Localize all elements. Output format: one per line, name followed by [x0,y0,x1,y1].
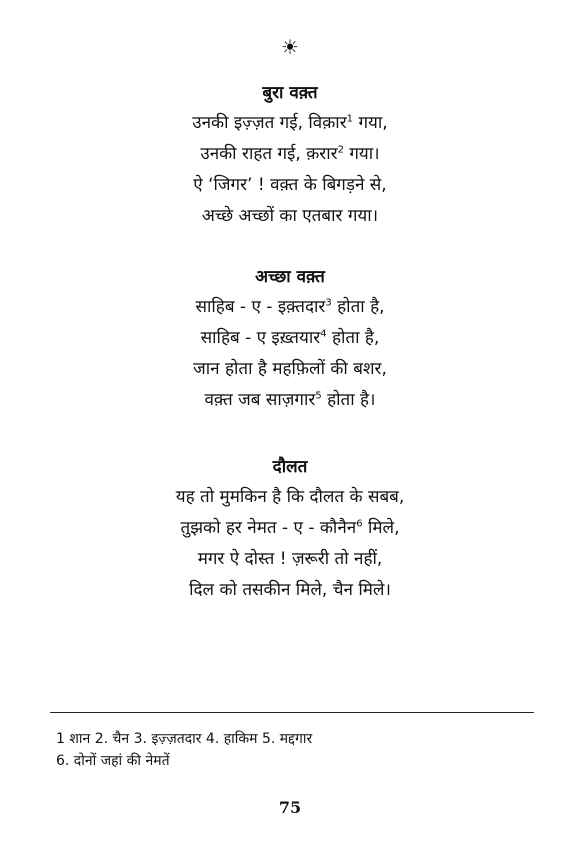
footnote-marker: 6 [356,518,363,530]
verse-line: साहिब - ए इख़्तयार$^4$ होता है, [200,328,380,348]
footnote-marker: 3 [325,297,332,309]
page-number: 75 [278,798,302,817]
footnote-marker: 1 [346,113,354,125]
footnote-marker: 4 [320,328,327,340]
section-heading: बुरा वक़्त [262,83,318,103]
poem-section-daulat [0,456,580,606]
footnote-line: 6. दोनों जहां की नेमतें [56,753,170,769]
footnote-divider [50,712,534,713]
poem-section-achha-waqt [0,266,580,416]
footnote-marker: 5 [315,390,322,402]
section-heading: दौलत [272,457,308,477]
poem-section-bura-waqt [0,82,580,232]
verse-line: अच्छे अच्छों का एतबार गया। [201,206,379,226]
section-heading: अच्छा वक़्त [255,267,325,287]
verse-line: यह तो मुमकिन है कि दौलत के सबब, [175,487,405,507]
verse-line: उनकी इज़्ज़त गई, विक़ार$^1$ गया, [192,113,388,133]
footnote-line: 1 शान 2. चैन 3. इज़्ज़तदार 4. हाकिम 5. मद्दगार [56,731,313,747]
verse-line: उनकी राहत गई, क़रार$^2$ गया। [200,144,380,164]
ornament-icon: ☀ [281,35,299,59]
verse-line: दिल को तसकीन मिले, चैन मिले। [189,580,391,600]
verse-line: साहिब - ए - इक़्तदार$^3$ होता है, [195,297,385,317]
verse-line: मगर ऐ दोस्त ! ज़रूरी तो नहीं, [197,549,383,569]
footnote-marker: 2 [337,144,344,156]
verse-line: जान होता है महफ़िलों की बशर, [193,359,387,379]
verse-line: वक़्त जब साज़गार$^5$ होता है। [204,390,376,410]
footnotes [56,728,536,772]
verse-line: तुझको हर नेमत - ए - कौनैन$^6$ मिले, [180,518,400,538]
verse-line: ऐ ‘जिगर’ ! वक़्त के बिगड़ने से, [193,175,387,195]
